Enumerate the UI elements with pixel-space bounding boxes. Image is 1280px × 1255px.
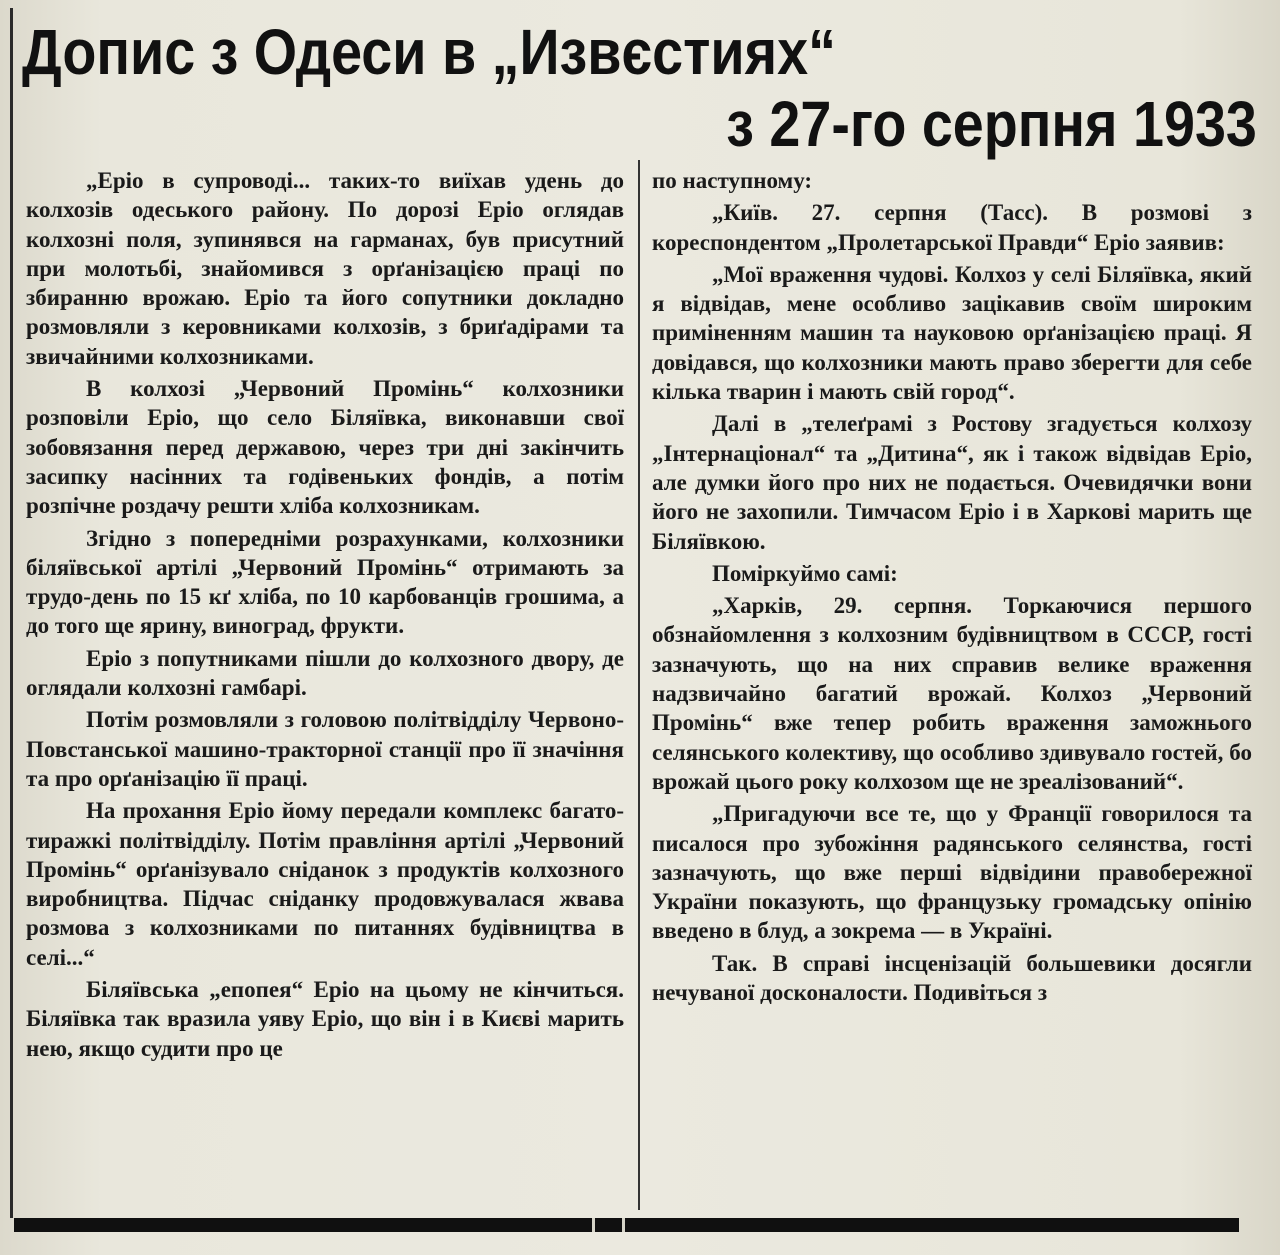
rule-gap <box>622 1218 625 1232</box>
right-column <box>652 166 1252 1010</box>
left-paragraph: Згідно з попередніми розрахунками, колхозники біляївської артілі „Червоний Промінь“ отримають за трудо-день по 15 кґ хліба, по 10 карбованців грошима, а до того ще ярину, виноград, фрукти. <box>26 525 624 639</box>
right-paragraph: по наступному: <box>652 168 813 193</box>
left-paragraph: На прохання Еріо йому передали комплекс багато-тиражкі політвідділу. Потім правління артілі „Червоний Промінь“ орґанізувало сніданок з продуктів колхозного виробництва. Підчас сніданку продовжувалася жвава розмова з колхозниками по питаннях будівництва в селі...“ <box>26 798 624 970</box>
right-paragraph: „Київ. 27. серпня (Тасс). В розмові з кореспондентом „Пролетарської Правди“ Еріо заявив: <box>652 200 1252 255</box>
right-paragraph: Так. В справі інсценізацій большевики досягли нечуваної досконалости. Подивіться з <box>652 950 1252 1006</box>
left-column <box>26 166 624 1066</box>
right-paragraph: „Пригадуючи все те, що у Франції говорилося та писалося про зубожіння радянського селянства, гості зазначують, що вже перші відвідини правобережної України показують, що французьку громадську опінію введено в блуд, а зокрема — в Україні. <box>652 801 1252 944</box>
headline-line-2: з 27-го серпня 1933 <box>726 88 1257 160</box>
right-paragraph: Поміркуймо самі: <box>712 560 898 586</box>
right-paragraph: „Харків, 29. серпня. Торкаючися першого обзнайомлення з колхозним будівництвом в СССР, гості зазначують, що на них справив велике враження надзвичайно багатий врожай. Колхоз „Червоний Промінь“ вже тепер робить враження заможнього селянського колективу, що особливо здивувало гостей, бо врожай цього року колхозом ще не зреалізований“. <box>652 593 1252 794</box>
right-paragraph: Далі в „телеґрамі з Ростову згадується колхозу „Інтернаціонал“ та „Дитина“, як і також відвідав Еріо, але думки його про них не подається. Очевидячки вони його не захопили. Тимчасом Еріо і в Харкові марить ще Біляївкою. <box>652 411 1252 554</box>
rule-gap <box>592 1218 595 1232</box>
left-paragraph: „Еріо в супроводі... таких-то виїхав удень до колхозів одеського району. По дорозі Еріо оглядав колхозні поля, зупинявся на гарманах, був присутний при молотьбі, знайомився з орґанізацією праці по збиранню врожаю. Еріо та його сопутники докладно розмовляли з керовниками колхозів, з бриґадірами та звичайними колхозниками. <box>26 168 624 369</box>
left-border-rule <box>10 8 13 1218</box>
right-paragraph: „Мої враження чудові. Колхоз у селі Біляївка, який я відвідав, мене особливо зацікавив своїм широким приміненням машин та науковою орґанізацією праці. Я довідався, що колхозники мають право зберегти для себе кілька тварин і мають свій город“. <box>652 261 1252 405</box>
left-paragraph: Потім розмовляли з головою політвідділу Червоно-Повстанської машино-тракторної станції про її значіння та про орґанізацію її праці. <box>26 707 624 791</box>
left-paragraph: Біляївська „епопея“ Еріо на цьому не кінчиться. Біляївка так вразила уяву Еріо, що він і в Києві марить нею, якщо судити про це <box>26 977 624 1061</box>
headline <box>22 14 1267 160</box>
left-paragraph: Еріо з попутниками пішли до колхозного двору, де оглядали колхозні гамбарі. <box>26 645 624 701</box>
column-divider <box>638 160 640 1210</box>
bottom-rule <box>14 1218 1239 1232</box>
left-paragraph: В колхозі „Червоний Промінь“ колхозники розповіли Еріо, що село Біляївка, виконавши свої зобовязання перед державою, через три дні закінчить засипку насінних та годівеньких фондів, а потім розпічне роздачу решти хліба колхозникам. <box>26 376 624 519</box>
headline-line-1: Допис з Одеси в „Извєстиях“ <box>22 16 836 88</box>
